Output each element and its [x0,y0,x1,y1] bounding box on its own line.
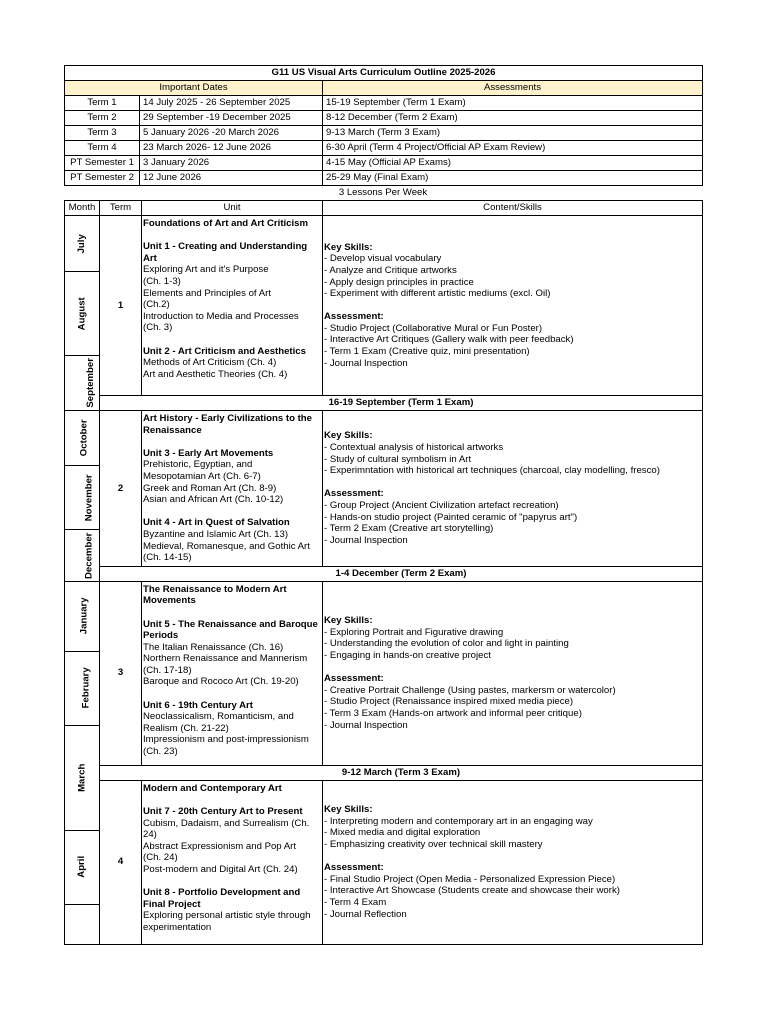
text-line: - Studio Project (Collaborative Mural or Fun Poster) [324,322,543,334]
month-label: August [76,296,88,331]
text-line: - Develop visual vocabulary [324,253,442,265]
month-cell-march [65,725,100,830]
term-exam-banner: 9-12 March (Term 3 Exam) [100,765,703,780]
important-dates-header: Important Dates [65,81,323,96]
date-row [65,111,703,126]
text-line: Byzantine and Islamic Art (Ch. 13) [143,528,289,540]
text-line: Realism (Ch. 21-22) [143,722,229,734]
text-line: Impressionism and post-impressionism [143,734,309,746]
blank-line [324,300,701,312]
text-line: Greek and Roman Art (Ch. 8-9) [143,482,277,494]
unit-cell [142,411,323,567]
term-label: PT Semester 2 [65,171,140,186]
heading-line: Assessment: [324,488,384,500]
unit-cell [142,581,323,765]
text-line: Medieval, Romanesque, and Gothic Art [143,540,310,552]
month-label: November [83,474,95,521]
term-exam-banner: 16-19 September (Term 1 Exam) [100,396,703,411]
curriculum-sheet [64,65,702,945]
text-line: - Creative Portrait Challenge (Using pastes, markersm or watercolor) [324,684,616,696]
term-dates: 3 January 2026 [140,156,323,171]
text-line: - Hands-on studio project (Painted ceramic of "papyrus art") [324,511,578,523]
unit-cell [142,780,323,944]
month-label: April [76,856,88,879]
term-label: Term 2 [65,111,140,126]
text-line: Methods of Art Criticism (Ch. 4) [143,357,277,369]
heading-line: Assessment: [324,862,384,874]
content-column-header: Content/Skills [323,201,703,216]
month-cell-august [65,272,100,356]
text-line: The Italian Renaissance (Ch. 16) [143,641,284,653]
heading-line: Key Skills: [324,615,373,627]
date-row [65,96,703,111]
text-line: Elements and Principles of Art [143,287,271,299]
month-label: July [76,233,88,254]
text-line: Exploring personal artistic style through [143,910,311,922]
term-label: Term 4 [65,141,140,156]
text-line: Post-modern and Digital Art (Ch. 24) [143,863,298,875]
month-label: September [85,358,96,408]
month-cell-november [65,466,100,530]
heading-line: Unit 6 - 19th Century Art [143,699,253,711]
text-line: Abstract Expressionism and Pop Art [143,840,297,852]
content-cell [323,780,703,944]
curriculum-table [64,200,703,945]
text-line: - Interpreting modern and contemporary art in an engaging way [324,815,593,827]
text-line: - Term 3 Exam (Hands-on artwork and informal peer critique) [324,708,582,719]
text-line: (Ch.2) [143,299,170,311]
month-cell-april [65,830,100,904]
lessons-per-week: 3 Lessons Per Week [338,187,428,198]
heading-line: Assessment: [324,311,384,323]
heading-line: Foundations of Art and Art Criticism [143,218,309,229]
month-cell-july [65,216,100,272]
text-line: Introduction to Media and Processes [143,310,299,322]
heading-line: Unit 7 - 20th Century Art to Present [143,805,303,817]
text-line: - Journal Reflection [324,908,407,920]
text-line: - Group Project (Ancient Civilization artefact recreation) [324,499,559,511]
text-line: (Ch. 24) [143,852,178,864]
text-line: - Term 1 Exam (Creative quiz, mini presentation) [324,346,530,358]
text-line: - Interactive Art Showcase (Students create and showcase their work) [324,885,620,897]
month-column-header: Month [65,201,100,216]
text-line: - Interactive Art Critiques (Gallery walk with peer feedback) [324,334,574,346]
month-cell-blank [65,904,100,944]
heading-line: Unit 2 - Art Criticism and Aesthetics [143,345,306,357]
heading-line: Unit 8 - Portfolio Development and Final Project [143,887,301,910]
heading-line: Assessment: [324,673,384,685]
text-line: - Contextual analysis of historical artworks [324,441,504,453]
term-dates: 23 March 2026- 12 June 2026 [140,141,323,156]
text-line: (Ch. 17-18) [143,664,192,676]
blank-line [143,230,321,242]
blank-line [324,851,701,863]
date-row [65,171,703,186]
blank-line [143,794,321,806]
heading-line: Art History - Early Civilizations to the Renaissance [143,413,312,436]
text-line: Asian and African Art (Ch. 10-12) [143,494,284,506]
term-column-header: Term [100,201,142,216]
text-line: - Exploring Portrait and Figurative drawing [324,626,504,638]
month-cell-february [65,651,100,725]
term-dates: 5 January 2026 -20 March 2026 [140,126,323,141]
term-number: 2 [100,411,142,567]
month-label: October [78,419,90,457]
text-line: (Ch. 3) [143,322,173,334]
month-label: December [83,532,95,579]
month-label: February [80,667,92,709]
text-line: Exploring Art and it's Purpose [143,264,269,276]
text-line: - Journal Inspection [324,357,408,369]
term-dates: 29 September -19 December 2025 [140,111,323,126]
unit-column-header: Unit [142,201,323,216]
text-line: (Ch. 23) [143,746,178,758]
blank-line [143,607,321,619]
text-line: (Ch. 14-15) [143,552,192,564]
month-cell-october [65,411,100,466]
month-label: March [76,763,88,792]
text-line: - Analyze and Critique artworks [324,264,457,276]
text-line: Art and Aesthetic Theories (Ch. 4) [143,368,288,380]
text-line: 24) [143,829,157,841]
text-line: - Engaging in hands-on creative project [324,650,491,662]
term-label: Term 3 [65,126,140,141]
text-line: - Final Studio Project (Open Media - Personalized Expression Piece) [324,873,616,885]
content-cell [323,581,703,765]
text-line: Baroque and Rococo Art (Ch. 19-20) [143,676,299,688]
text-line: - Journal Inspection [324,534,408,546]
blank-line [143,688,321,700]
text-line: - Term 2 Exam (Creative art storytelling) [324,523,494,535]
term-dates: 12 June 2026 [140,171,323,186]
text-line: - Study of cultural symbolism in Art [324,453,472,465]
heading-line: Unit 1 - Creating and Understanding Art [143,241,308,264]
month-cell-september [65,356,100,411]
blank-line [324,477,701,489]
text-line: Cubism, Dadaism, and Surrealism (Ch. [143,817,310,829]
content-cell [323,411,703,567]
heading-line: Key Skills: [324,430,373,442]
date-row [65,141,703,156]
term-number: 1 [100,216,142,396]
text-line: - Studio Project (Renaissance inspired mixed media piece) [324,696,574,708]
blank-line [143,875,321,887]
term-assessment: 25-29 May (Final Exam) [323,171,703,186]
blank-line [143,334,321,346]
content-cell [323,216,703,396]
term-assessment: 9-13 March (Term 3 Exam) [323,126,703,141]
document-title: G11 US Visual Arts Curriculum Outline 2025-2026 [65,66,703,81]
heading-line: Key Skills: [324,804,373,816]
term-assessment: 15-19 September (Term 1 Exam) [323,96,703,111]
text-line: - Emphasizing creativity over technical skill mastery [324,839,543,851]
unit-cell [142,216,323,396]
date-row [65,156,703,171]
term-assessment: 8-12 December (Term 2 Exam) [323,111,703,126]
text-line: Neoclassicalism, Romanticism, and [143,711,294,723]
term-assessment: 6-30 April (Term 4 Project/Official AP Exam Review) [323,141,703,156]
term-label: Term 1 [65,96,140,111]
text-line: - Experimntation with historical art techniques (charcoal, clay modelling, fresco) [324,465,660,477]
term-assessment: 4-15 May (Official AP Exams) [323,156,703,171]
heading-line: Unit 4 - Art in Quest of Salvation [143,517,290,529]
heading-line: Unit 5 - The Renaissance and Baroque Periods [143,618,318,642]
text-line: - Apply design principles in practice [324,276,474,288]
blank-line [324,662,701,674]
text-line: - Term 4 Exam [324,897,387,908]
assessments-header: Assessments [323,81,703,96]
text-line: (Ch. 1-3) [143,275,181,287]
text-line: - Mixed media and digital exploration [324,827,481,839]
blank-line [143,436,321,448]
term-label: PT Semester 1 [65,156,140,171]
text-line: Mesopotamian Art (Ch. 6-7) [143,470,261,482]
term-number: 4 [100,780,142,944]
text-line: experimentation [143,921,212,933]
text-line: - Experiment with different artistic mediums (excl. Oil) [324,288,551,300]
heading-line: Key Skills: [324,241,373,253]
month-cell-december [65,530,100,582]
date-row [65,126,703,141]
blank-line [143,506,321,518]
important-dates-table [64,65,703,186]
term-exam-banner: 1-4 December (Term 2 Exam) [100,566,703,581]
month-cell-january [65,581,100,651]
heading-line: The Renaissance to Modern Art Movements [143,583,287,607]
term-number: 3 [100,581,142,765]
text-line: - Journal Inspection [324,719,408,731]
heading-line: Modern and Contemporary Art [143,782,282,794]
text-line: - Understanding the evolution of color and light in painting [324,638,569,650]
month-label: January [78,597,90,635]
text-line: Northern Renaissance and Mannerism [143,653,308,665]
term-dates: 14 July 2025 - 26 September 2025 [140,96,323,111]
text-line: Prehistoric, Egyptian, and [143,459,253,471]
heading-line: Unit 3 - Early Art Movements [143,447,274,459]
